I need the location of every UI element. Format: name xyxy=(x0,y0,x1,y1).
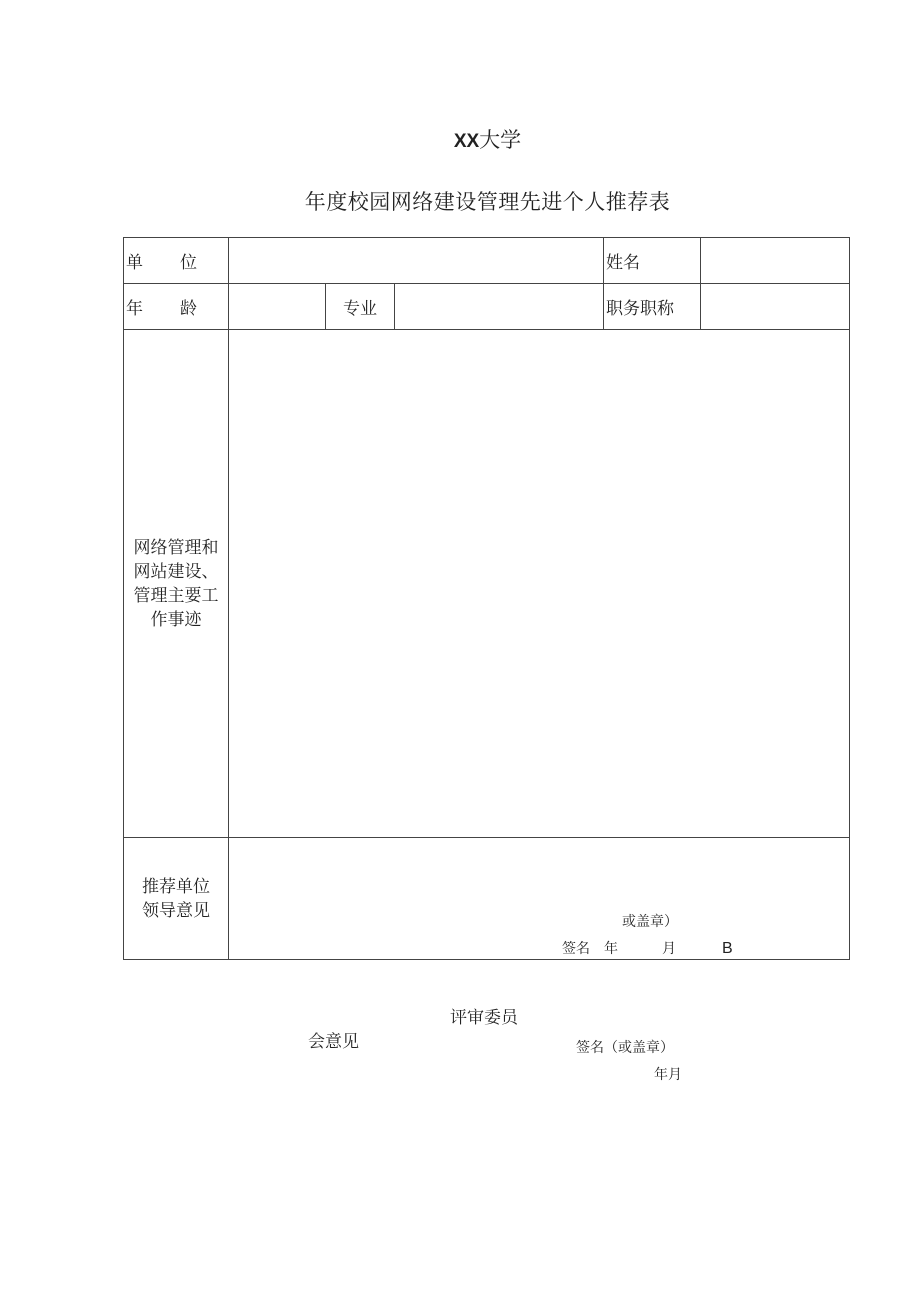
form-title: 年度校园网络建设管理先进个人推荐表 xyxy=(304,190,671,214)
age-row xyxy=(124,284,850,330)
recommendation-form-table xyxy=(123,237,850,960)
recommend-day-mark: B xyxy=(722,940,733,957)
unit-row xyxy=(124,238,850,284)
review-committee-line1: 评审委员 xyxy=(450,1008,518,1028)
recommend-seal-text: 或盖章） xyxy=(622,914,678,930)
university-title xyxy=(0,124,920,154)
age-field[interactable] xyxy=(229,284,326,330)
name-field[interactable] xyxy=(701,238,850,284)
recommend-opinion-field[interactable] xyxy=(229,838,850,960)
unit-label: 单 位 xyxy=(124,238,229,284)
review-sign-text: 签名（或盖章） xyxy=(576,1040,674,1056)
recommend-month: 月 xyxy=(662,941,676,957)
position-field[interactable] xyxy=(701,284,850,330)
recommend-row xyxy=(124,838,850,960)
recommend-sign-line xyxy=(562,938,733,958)
recommend-year: 年 xyxy=(604,941,618,957)
review-date-text: 年月 xyxy=(654,1067,682,1083)
recommend-label: 推荐单位 领导意见 xyxy=(124,838,229,960)
achievements-field[interactable] xyxy=(229,330,850,838)
position-label: 职务职称 xyxy=(604,284,701,330)
unit-field[interactable] xyxy=(229,238,604,284)
major-label: 专业 xyxy=(326,284,395,330)
university-prefix: XX xyxy=(453,131,480,152)
name-label: 姓名 xyxy=(604,238,701,284)
recommend-sign-label: 签名 xyxy=(562,941,590,957)
review-committee-line2: 会意见 xyxy=(308,1032,359,1052)
achievements-label: 网络管理和 网站建设、 管理主要工 作事迹 xyxy=(124,330,229,838)
major-field[interactable] xyxy=(395,284,604,330)
achievements-row xyxy=(124,330,850,838)
age-label: 年 龄 xyxy=(124,284,229,330)
university-suffix: 大学 xyxy=(479,128,522,152)
